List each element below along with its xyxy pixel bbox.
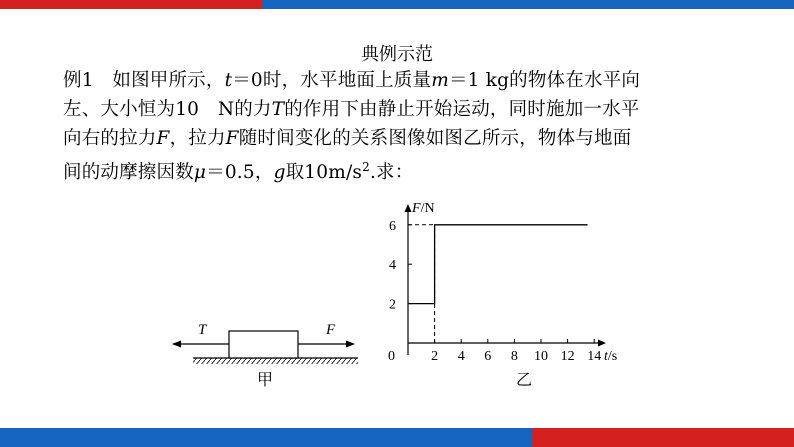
- bottom-bar-blue: [0, 428, 532, 447]
- figure-jia: [172, 322, 358, 389]
- x-tick-label: 10: [534, 349, 548, 364]
- bottom-accent-bar: [0, 428, 794, 447]
- series: [408, 225, 588, 304]
- x-tick-label: 4: [457, 349, 465, 364]
- y-axis-label: F/N: [412, 201, 435, 216]
- label-T: T: [198, 322, 207, 338]
- ground-hatch: [193, 358, 358, 364]
- x-tick-label: 12: [560, 349, 575, 364]
- arrow-T-head: [172, 341, 181, 348]
- problem-line-1: 例1 如图甲所示，t＝0时，水平地面上质量m＝1 kg的物体在水平向: [63, 70, 641, 91]
- problem-line-3: 向右的拉力F，拉力F随时间变化的关系图像如图乙所示，物体与地面: [63, 128, 632, 149]
- y-tick-label: 4: [389, 258, 396, 274]
- problem-line-2: 左、大小恒为10 N的力T的作用下由静止开始运动，同时施加一水平: [63, 99, 640, 120]
- figure-yi-chart: [388, 201, 617, 389]
- x-tick-label: 14: [587, 349, 602, 364]
- section-heading: 典例示范: [361, 44, 433, 65]
- x-tick-label: 8: [510, 349, 518, 364]
- series-line: [408, 225, 588, 304]
- dashed-guides: [408, 225, 435, 343]
- block: [229, 331, 298, 358]
- bottom-bar-red: [532, 428, 794, 447]
- origin-label: 0: [388, 349, 395, 364]
- x-axis-arrow: [598, 340, 606, 347]
- caption-jia: 甲: [257, 370, 274, 389]
- y-tick-label: 6: [389, 218, 396, 234]
- label-F: F: [326, 322, 336, 338]
- x-axis-label: t/s: [604, 349, 618, 364]
- y-axis-arrow: [405, 204, 412, 212]
- arrow-F-head: [346, 341, 355, 348]
- x-tick-label: 6: [484, 349, 492, 364]
- x-tick-label: 2: [431, 349, 439, 364]
- caption-yi: 乙: [516, 370, 533, 389]
- problem-line-4: 间的动摩擦因数μ＝0.5，g取$10m/s^2$.求：: [63, 160, 414, 184]
- y-tick-label: 2: [389, 297, 396, 313]
